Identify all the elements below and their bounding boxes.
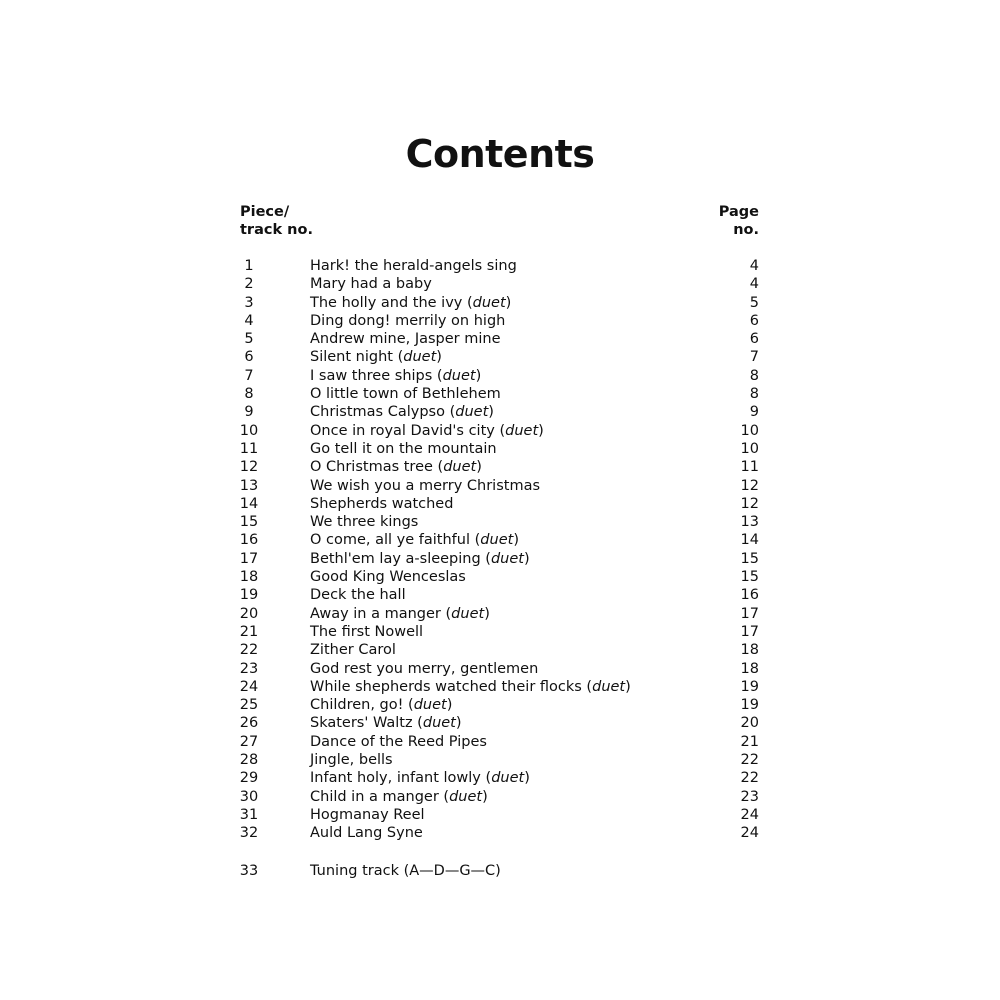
- contents-row: [0, 367, 1000, 385]
- piece-title: [310, 660, 538, 678]
- piece-title: Silent night (duet): [310, 349, 442, 366]
- page-number-header: [719, 203, 759, 239]
- piece-track-header: [240, 203, 313, 239]
- piece-title-text: Dance of the Reed Pipes: [310, 733, 487, 750]
- page-number: 4: [749, 258, 759, 274]
- page-header-line1: Page: [718, 204, 759, 220]
- contents-row: [0, 714, 1000, 732]
- page-number: 10: [740, 422, 759, 439]
- page-number: 13: [740, 514, 759, 531]
- contents-list: [0, 257, 1000, 843]
- piece-title-text: Good King Wenceslas: [310, 569, 466, 586]
- piece-header-line2: track no.: [240, 222, 313, 238]
- contents-row: [0, 312, 1000, 330]
- track-number: 22: [239, 642, 259, 659]
- track-number: 9: [244, 404, 254, 421]
- duet-note: duet: [413, 697, 447, 714]
- track-number: 29: [239, 770, 259, 787]
- contents-row: [0, 568, 1000, 586]
- contents-row: [0, 403, 1000, 421]
- track-number: 18: [239, 569, 259, 586]
- page-number: 12: [740, 495, 759, 512]
- duet-note: duet: [443, 459, 477, 476]
- piece-title: [310, 641, 396, 659]
- contents-row: [0, 696, 1000, 714]
- duet-note: duet: [403, 349, 437, 366]
- contents-row: [0, 550, 1000, 568]
- piece-title: [310, 385, 501, 403]
- piece-title: O come, all ye faithful (duet): [310, 532, 519, 549]
- piece-title: [310, 275, 432, 293]
- track-title: Tuning track (A—D—G—C): [310, 863, 501, 879]
- piece-title: Away in a manger (duet): [310, 605, 490, 622]
- track-number: 5: [244, 331, 254, 348]
- track-number: 10: [239, 422, 259, 439]
- contents-row: [0, 678, 1000, 696]
- piece-title-text: Hark! the herald-angels sing: [310, 258, 517, 274]
- duet-note: duet: [449, 788, 483, 805]
- piece-title: Christmas Calypso (duet): [310, 404, 494, 421]
- page-number: 24: [740, 825, 759, 842]
- duet-note: duet: [422, 715, 456, 732]
- piece-title-text: Hogmanay Reel: [310, 806, 425, 823]
- duet-note: duet: [451, 605, 485, 622]
- track-number: 13: [239, 477, 259, 494]
- track-number: 19: [239, 587, 259, 604]
- duet-note: duet: [491, 770, 525, 787]
- piece-title-text: I saw three ships: [310, 367, 433, 384]
- piece-title-text: We three kings: [310, 514, 419, 531]
- piece-title: [310, 806, 425, 824]
- piece-title: [310, 477, 540, 495]
- track-number: 11: [239, 440, 259, 457]
- track-number: 7: [244, 367, 254, 384]
- piece-title-text: Bethl'em lay a-sleeping: [310, 550, 481, 567]
- contents-row: [0, 385, 1000, 403]
- track-number: 21: [239, 623, 259, 640]
- track-number: 24: [239, 678, 259, 695]
- piece-title-text: Mary had a baby: [310, 276, 432, 293]
- piece-title-text: God rest you merry, gentlemen: [310, 660, 539, 677]
- duet-note: duet: [505, 422, 539, 439]
- page-number: 11: [740, 459, 759, 476]
- contents-row: [0, 440, 1000, 458]
- track-number: 28: [239, 752, 259, 769]
- contents-row: [0, 660, 1000, 678]
- page-number: 24: [740, 806, 759, 823]
- track-number: 31: [239, 806, 259, 823]
- piece-title-text: O little town of Bethlehem: [310, 386, 501, 403]
- page-number: 17: [740, 605, 759, 622]
- piece-title-text: Auld Lang Syne: [310, 825, 423, 842]
- piece-title: Child in a manger (duet): [310, 788, 488, 805]
- piece-title: [310, 733, 487, 751]
- piece-title-text: Shepherds watched: [310, 495, 454, 512]
- track-number: 1: [244, 258, 254, 274]
- piece-title: The holly and the ivy (duet): [310, 294, 512, 311]
- track-number: 16: [239, 532, 259, 549]
- page-number: 8: [749, 386, 759, 403]
- page-number: 14: [740, 532, 759, 549]
- track-number: 2: [244, 276, 254, 293]
- piece-title: [310, 751, 393, 769]
- contents-row: [0, 769, 1000, 787]
- contents-row: [0, 641, 1000, 659]
- piece-title-text: O Christmas tree: [310, 459, 433, 476]
- piece-title-text: While shepherds watched their flocks: [310, 678, 582, 695]
- track-number: 4: [244, 312, 254, 329]
- page-number: 6: [749, 312, 759, 329]
- track-number: 30: [239, 788, 259, 805]
- contents-row: [0, 330, 1000, 348]
- contents-row: [0, 824, 1000, 842]
- piece-title-text: We wish you a merry Christmas: [310, 477, 541, 494]
- piece-title: [310, 586, 406, 604]
- page-number: 4: [749, 276, 759, 293]
- contents-row: [0, 422, 1000, 440]
- duet-note: duet: [472, 294, 506, 311]
- piece-title-text: Child in a manger: [310, 788, 439, 805]
- contents-row: [0, 605, 1000, 623]
- page-number: 19: [740, 678, 759, 695]
- piece-header-line1: Piece/: [240, 204, 290, 220]
- piece-title: [310, 824, 423, 842]
- page-number: 20: [740, 715, 759, 732]
- piece-title: Skaters' Waltz (duet): [310, 715, 462, 732]
- contents-row: [0, 788, 1000, 806]
- piece-title: [310, 495, 453, 513]
- piece-title: [310, 257, 517, 275]
- page-number: 10: [740, 440, 759, 457]
- page-number: 22: [740, 770, 759, 787]
- contents-row: [0, 531, 1000, 549]
- contents-row: [0, 495, 1000, 513]
- piece-title: [310, 440, 497, 458]
- track-number: 15: [239, 514, 259, 531]
- piece-title-text: Children, go!: [310, 697, 404, 714]
- contents-row: [0, 513, 1000, 531]
- tuning-track-row: [0, 861, 1000, 881]
- page-number: 19: [740, 697, 759, 714]
- piece-title: [310, 330, 501, 348]
- page-number: 15: [740, 550, 759, 567]
- page-number: 12: [740, 477, 759, 494]
- contents-row: [0, 751, 1000, 769]
- piece-title-text: The first Nowell: [310, 623, 424, 640]
- piece-title-text: Andrew mine, Jasper mine: [310, 331, 501, 348]
- contents-row: [0, 586, 1000, 604]
- contents-row: [0, 257, 1000, 275]
- track-number: 25: [239, 697, 259, 714]
- contents-row: [0, 623, 1000, 641]
- piece-title-text: Infant holy, infant lowly: [310, 770, 481, 787]
- piece-title: [310, 513, 418, 531]
- piece-title: Infant holy, infant lowly (duet): [310, 770, 530, 787]
- piece-title-text: The holly and the ivy: [310, 294, 463, 311]
- page-number: 7: [749, 349, 759, 366]
- track-number: 12: [239, 459, 259, 476]
- piece-title: O Christmas tree (duet): [310, 459, 482, 476]
- piece-title-text: Ding dong! merrily on high: [310, 312, 506, 329]
- page-number: 18: [740, 642, 759, 659]
- piece-title-text: Silent night: [310, 349, 393, 366]
- piece-title: Children, go! (duet): [310, 697, 453, 714]
- track-number: 23: [239, 660, 259, 677]
- duet-note: duet: [455, 404, 489, 421]
- piece-title: [310, 312, 505, 330]
- piece-title-text: O come, all ye faithful: [310, 532, 471, 549]
- track-number: 17: [239, 550, 259, 567]
- contents-row: [0, 348, 1000, 366]
- track-number: 27: [239, 733, 259, 750]
- piece-title-text: Once in royal David's city: [310, 422, 495, 439]
- track-number: 20: [239, 605, 259, 622]
- piece-title-text: Jingle, bells: [310, 752, 393, 769]
- page-number: 18: [740, 660, 759, 677]
- track-number: 33: [239, 863, 259, 879]
- page-number: 8: [749, 367, 759, 384]
- piece-title: While shepherds watched their flocks (duet): [310, 678, 631, 695]
- track-number: 3: [244, 294, 254, 311]
- duet-note: duet: [592, 678, 626, 695]
- contents-row: [0, 477, 1000, 495]
- piece-title: I saw three ships (duet): [310, 367, 482, 384]
- piece-title: Bethl'em lay a-sleeping (duet): [310, 550, 530, 567]
- duet-note: duet: [480, 532, 514, 549]
- contents-row: [0, 733, 1000, 751]
- piece-title: [310, 623, 423, 641]
- duet-note: duet: [442, 367, 476, 384]
- contents-row: [0, 458, 1000, 476]
- contents-row: [0, 806, 1000, 824]
- piece-title: Once in royal David's city (duet): [310, 422, 544, 439]
- contents-row: [0, 275, 1000, 293]
- page-number: 5: [749, 294, 759, 311]
- piece-title-text: Go tell it on the mountain: [310, 440, 497, 457]
- track-number: 8: [244, 386, 254, 403]
- page-number: 17: [740, 623, 759, 640]
- piece-title-text: Christmas Calypso: [310, 404, 445, 421]
- track-number: 32: [239, 825, 259, 842]
- track-number: 14: [239, 495, 259, 512]
- contents-row: [0, 294, 1000, 312]
- page-number: 21: [740, 733, 759, 750]
- piece-title-text: Away in a manger: [310, 605, 441, 622]
- track-number: 26: [239, 715, 259, 732]
- duet-note: duet: [490, 550, 524, 567]
- page-title: Contents: [405, 132, 595, 176]
- piece-title: [310, 568, 466, 586]
- page-number: 6: [749, 331, 759, 348]
- track-number: 6: [244, 349, 254, 366]
- piece-title-text: Zither Carol: [310, 642, 396, 659]
- page-header-line2: no.: [733, 222, 759, 238]
- page-number: 15: [740, 569, 759, 586]
- page-number: 9: [749, 404, 759, 421]
- page-number: 16: [740, 587, 759, 604]
- piece-title-text: Deck the hall: [310, 587, 406, 604]
- page-number: 23: [740, 788, 759, 805]
- page-number: 22: [740, 752, 759, 769]
- piece-title-text: Skaters' Waltz: [310, 715, 413, 732]
